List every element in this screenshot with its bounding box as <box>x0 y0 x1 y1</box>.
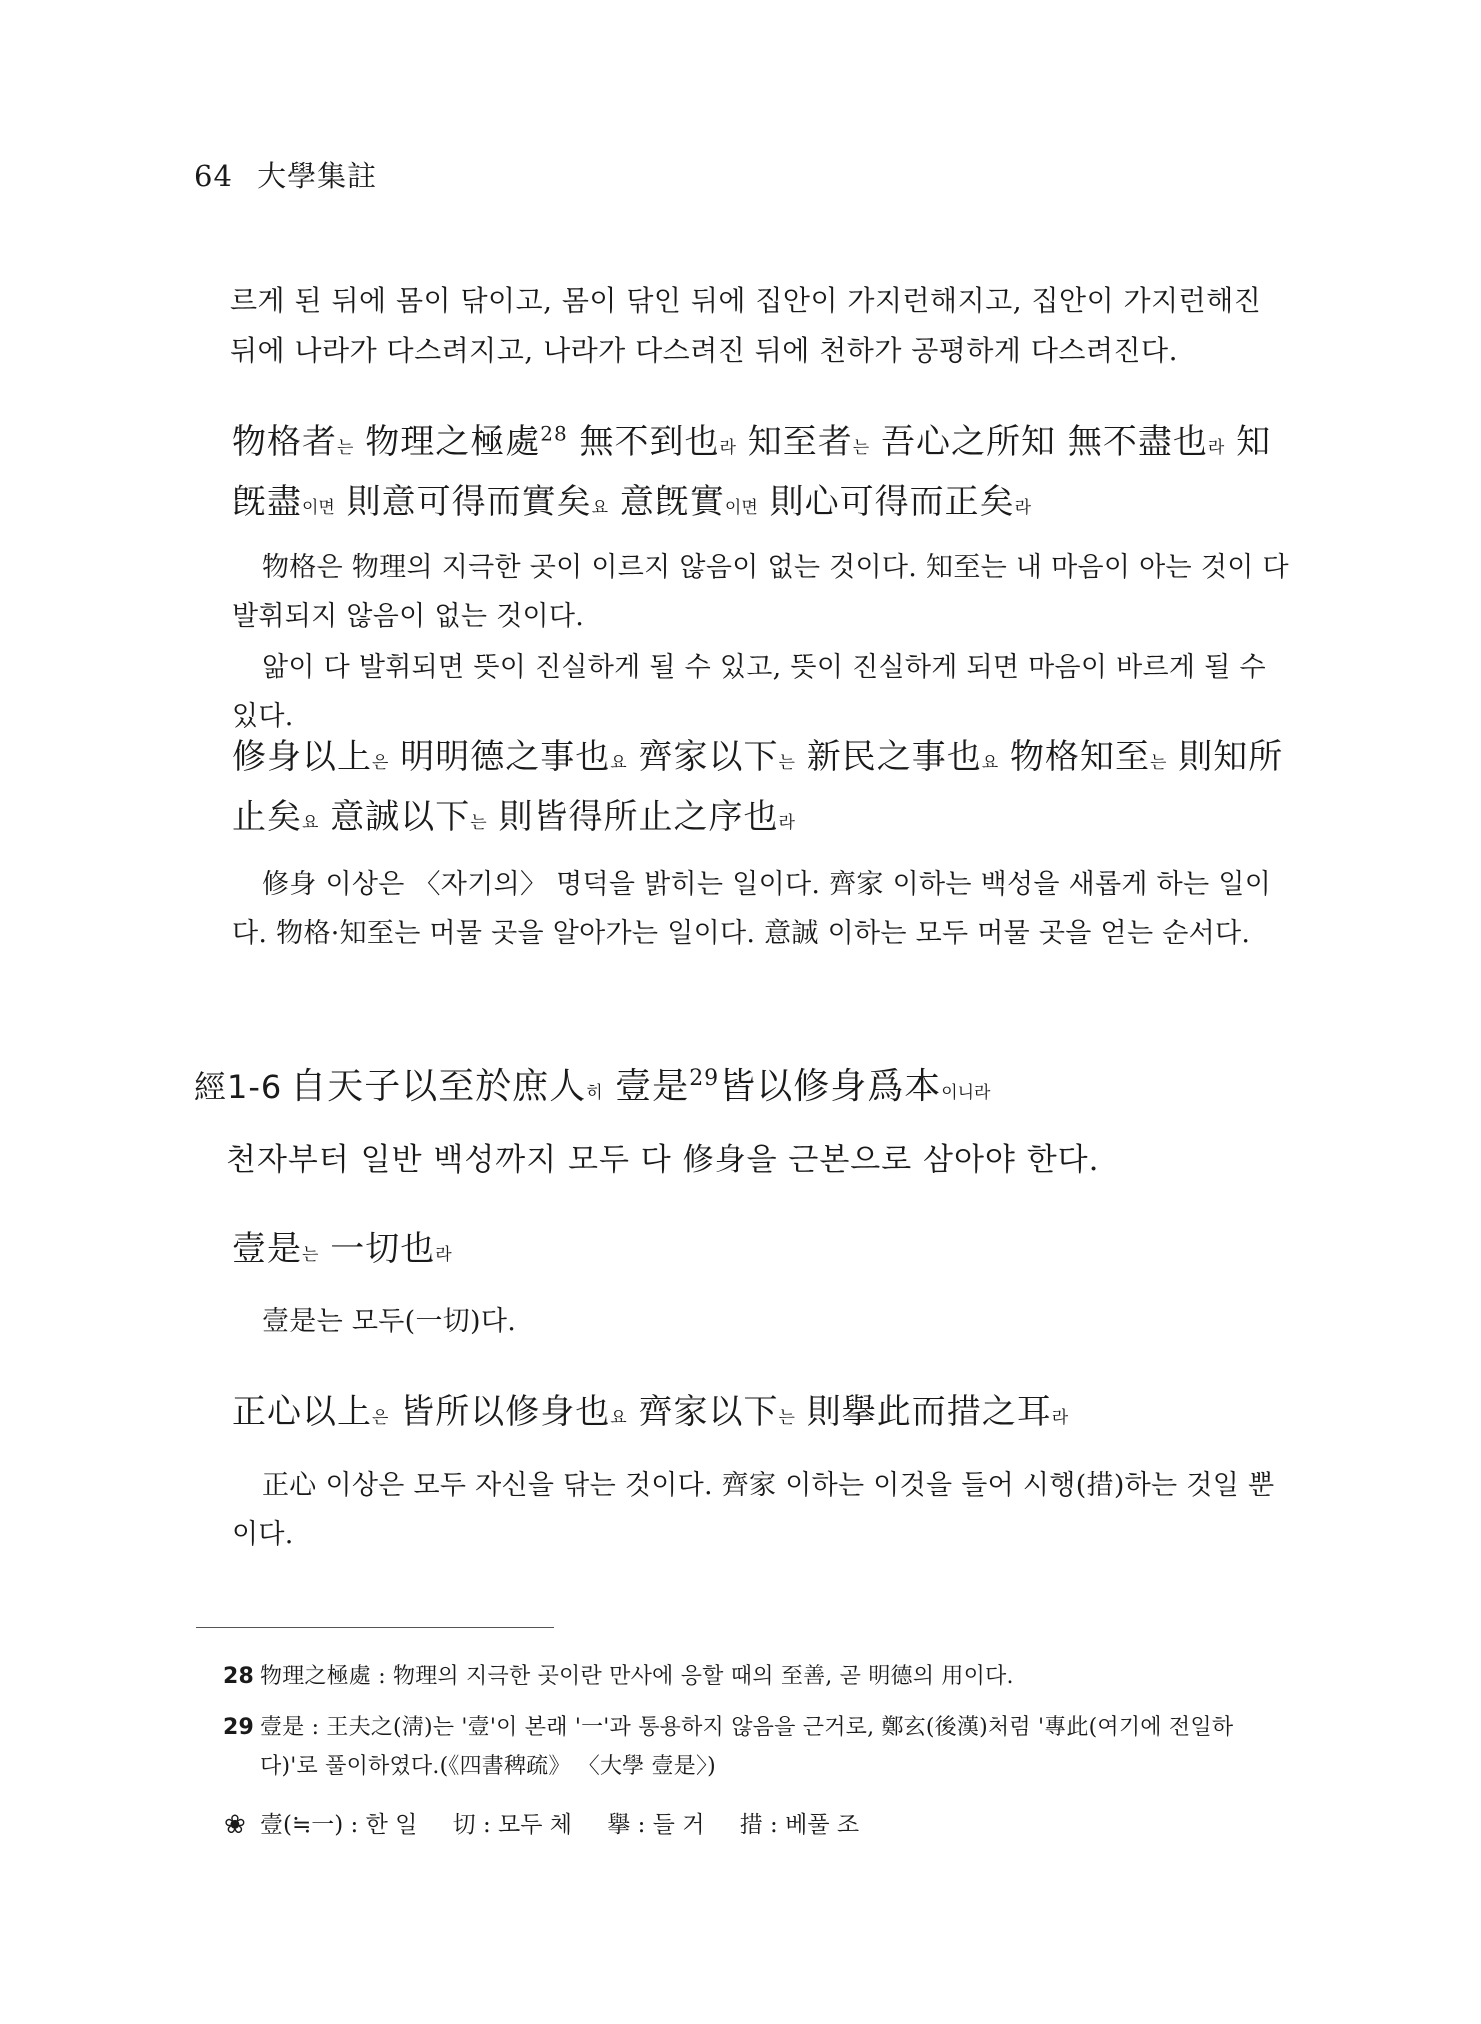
footnote-ref: 29 <box>689 1066 720 1091</box>
block3-translation: 壹是는 모두(一切)다. <box>262 1306 517 1337</box>
glossary-item: 措 : 베풀 조 <box>739 1812 860 1838</box>
classic-text: 皆以修身爲本 <box>719 1066 942 1107</box>
particle: 이니라 <box>941 1083 991 1103</box>
classic-text: 物格知至 <box>998 737 1150 777</box>
flower-mark-icon: ❀ <box>224 1810 246 1840</box>
classic-text: 一切也 <box>318 1229 436 1269</box>
classic-text: 修身以上 <box>232 737 372 777</box>
particle: 는 <box>302 1245 319 1265</box>
classic-text: 無不到也 <box>567 422 720 462</box>
particle: 는 <box>778 1408 795 1428</box>
main-classic <box>290 1066 990 1107</box>
classic-text: 物格者 <box>232 422 337 462</box>
main-text-heading <box>194 1060 1294 1120</box>
classic-text: 吾心之所知 無不盡也 <box>869 422 1208 462</box>
particle: 은 <box>372 1408 389 1428</box>
main-translation: 천자부터 일반 백성까지 모두 다 修身을 근본으로 삼아야 한다. <box>226 1142 1100 1178</box>
classic-text: 則擧此而措之耳 <box>794 1392 1052 1432</box>
classic-text: 意旣實 <box>608 482 725 522</box>
footnote-number: 29 <box>223 1715 255 1740</box>
footnote-text: 壹是 : 王夫之(淸)는 '壹'이 본래 '一'과 통용하지 않음을 근거로, 鄭玄(後漢)처럼 '專此(여기에 전일하다)'로 풀이하였다.(《四書稗疏》 〈大學 壹是〉) <box>260 1715 1234 1779</box>
classic-text: 正心以上 <box>232 1392 372 1432</box>
particle: 은 <box>372 753 389 773</box>
classic-text: 物理之極處 <box>353 422 541 462</box>
block2-translation: 修身 이상은 〈자기의〉 명덕을 밝히는 일이다. 齊家 이하는 백성을 새롭게 하는 일이다. 物格·知至는 머물 곳을 알아가는 일이다. 意誠 이하는 모두 머물 곳을 얻는 순서다. <box>232 869 1272 949</box>
particle: 요 <box>610 753 627 773</box>
particle: 는 <box>778 753 795 773</box>
footnote-number: 28 <box>223 1664 255 1689</box>
classic-text: 壹是 <box>232 1229 302 1269</box>
glossary-item: 壹(≒一) : 한 일 <box>260 1812 418 1838</box>
particle: 요 <box>981 753 999 773</box>
glossary <box>224 1805 1290 1845</box>
footnote-29 <box>223 1708 1290 1786</box>
classic-text: 明明德之事也 <box>388 737 611 777</box>
footnote-divider <box>196 1627 554 1628</box>
particle: 는 <box>337 438 354 458</box>
particle: 요 <box>610 1408 627 1428</box>
block3-classic <box>232 1222 1292 1282</box>
glossary-item: 擧 : 들 거 <box>607 1812 705 1838</box>
classic-text: 則皆得所止之序也 <box>486 797 779 837</box>
classic-text: 意誠以下 <box>318 797 471 837</box>
particle: 라 <box>1014 498 1032 518</box>
classic-text: 知至者 <box>735 422 853 462</box>
footnote-28 <box>223 1657 1290 1696</box>
particle: 요 <box>591 498 609 518</box>
block1-translation-1: 物格은 物理의 지극한 곳이 이르지 않음이 없는 것이다. 知至는 내 마음이 아는 것이 다 발휘되지 않음이 없는 것이다. <box>232 552 1289 632</box>
classic-text: 新民之事也 <box>794 737 982 777</box>
block4-classic <box>232 1385 1292 1445</box>
classic-text: 則知所止矣 <box>232 737 1284 837</box>
passage-label: 經1-6 <box>194 1068 283 1106</box>
particle: 는 <box>852 438 870 458</box>
classic-text: 知旣盡 <box>232 422 1272 522</box>
particle: 라 <box>1051 1408 1069 1428</box>
classic-text: 齊家以下 <box>626 737 779 777</box>
block2-classic <box>232 730 1292 850</box>
particle: 히 <box>586 1083 603 1103</box>
particle: 는 <box>1150 753 1167 773</box>
particle: 이면 <box>302 498 335 518</box>
particle: 라 <box>1207 438 1225 458</box>
particle: 라 <box>778 813 795 833</box>
particle: 라 <box>719 438 736 458</box>
footnote-text: 物理之極處 : 物理의 지극한 곳이란 만사에 응할 때의 至善, 곧 明德의 用이다. <box>260 1664 1014 1689</box>
classic-text: 壹是 <box>602 1066 690 1107</box>
classic-text: 則心可得而正矣 <box>757 482 1015 522</box>
particle: 이면 <box>724 498 758 518</box>
block4-translation: 正心 이상은 모두 자신을 닦는 것이다. 齊家 이하는 이것을 들어 시행(措)하는 것일 뿐이다. <box>232 1470 1275 1550</box>
glossary-item: 切 : 모두 체 <box>452 1812 572 1838</box>
footnote-ref: 28 <box>540 421 568 446</box>
particle: 라 <box>435 1245 452 1265</box>
block1-classic <box>232 415 1292 535</box>
intro-translation: 르게 된 뒤에 몸이 닦이고, 몸이 닦인 뒤에 집안이 가지런해지고, 집안이 가지런해진 뒤에 나라가 다스려지고, 나라가 다스려진 뒤에 천하가 공평하게 다스려진다. <box>230 284 1262 367</box>
classic-text: 則意可得而實矣 <box>334 482 592 522</box>
particle: 요 <box>302 813 319 833</box>
block1-translation-2: 앎이 다 발휘되면 뜻이 진실하게 될 수 있고, 뜻이 진실하게 되면 마음이 바르게 될 수 있다. <box>232 652 1266 732</box>
particle: 는 <box>470 813 487 833</box>
classic-text: 自天子以至於庶人 <box>290 1066 587 1107</box>
page-header <box>194 154 377 195</box>
classic-text: 齊家以下 <box>626 1392 779 1432</box>
page-number: 64 <box>194 159 233 193</box>
book-title: 大學集註 <box>257 159 378 193</box>
classic-text: 皆所以修身也 <box>388 1392 611 1432</box>
